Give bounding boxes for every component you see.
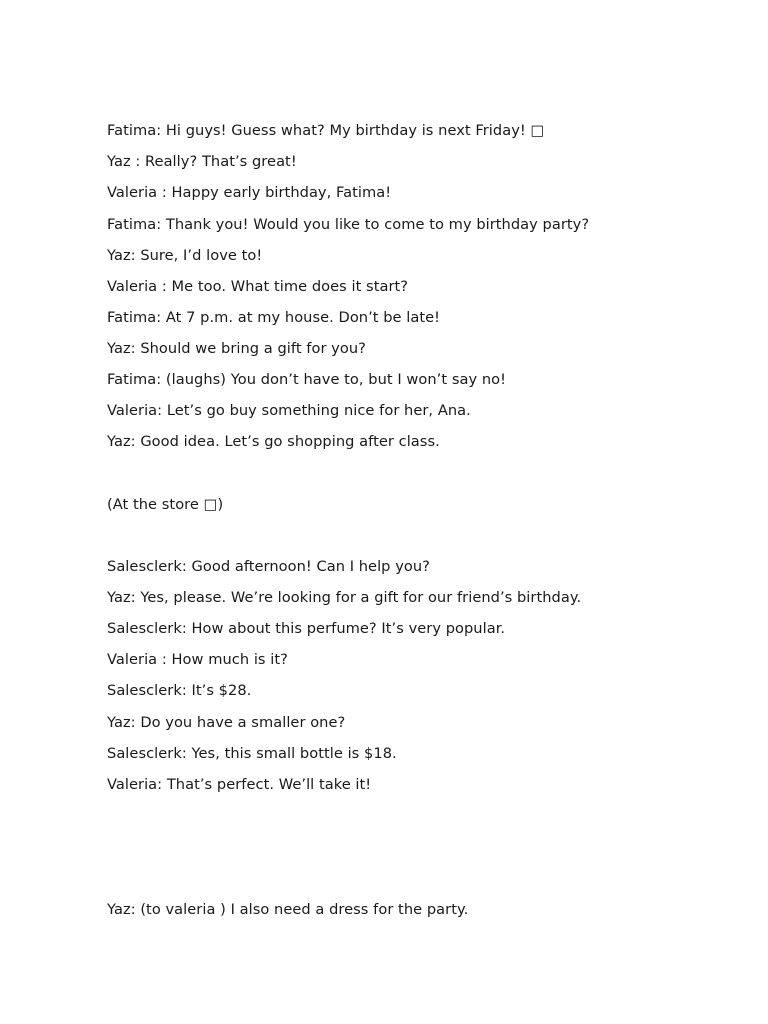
dialogue-line-fatima-invite: Fatima: Thank you! Would you like to come to my birthday party?: [107, 216, 590, 233]
dialogue-line-yaz-idea: Yaz: Good idea. Let’s go shopping after class.: [107, 433, 440, 450]
scene-direction-store: (At the store □): [107, 496, 224, 513]
dialogue-line-salesclerk-perfume: Salesclerk: How about this perfume? It’s very popular.: [107, 620, 506, 637]
dialogue-line-yaz-sure: Yaz: Sure, I’d love to!: [107, 247, 263, 264]
dialogue-line-fatima-laughs: Fatima: (laughs) You don’t have to, but I won’t say no!: [107, 371, 507, 388]
dialogue-line-valeria-price: Valeria : How much is it?: [107, 651, 288, 668]
dialogue-line-valeria-time: Valeria : Me too. What time does it start?: [107, 278, 409, 295]
dialogue-line-salesclerk-greeting: Salesclerk: Good afternoon! Can I help you?: [107, 558, 430, 575]
dialogue-line-valeria-buy: Valeria: Let’s go buy something nice for her, Ana.: [107, 402, 471, 419]
dialogue-line-yaz-dress: Yaz: (to valeria ) I also need a dress for the party.: [107, 901, 469, 918]
dialogue-line-salesclerk-price: Salesclerk: It’s $28.: [107, 682, 252, 699]
dialogue-line-yaz-smaller: Yaz: Do you have a smaller one?: [107, 714, 346, 731]
dialogue-line-valeria-perfect: Valeria: That’s perfect. We’ll take it!: [107, 776, 372, 793]
dialogue-line-yaz-looking: Yaz: Yes, please. We’re looking for a gift for our friend’s birthday.: [107, 589, 582, 606]
dialogue-line-valeria-happy: Valeria : Happy early birthday, Fatima!: [107, 184, 392, 201]
dialogue-line-yaz-really: Yaz : Really? That’s great!: [107, 153, 297, 170]
dialogue-line-fatima-birthday: Fatima: Hi guys! Guess what? My birthday is next Friday! □: [107, 122, 545, 139]
dialogue-line-fatima-time: Fatima: At 7 p.m. at my house. Don’t be late!: [107, 309, 441, 326]
dialogue-line-salesclerk-small: Salesclerk: Yes, this small bottle is $18.: [107, 745, 397, 762]
dialogue-line-yaz-gift: Yaz: Should we bring a gift for you?: [107, 340, 366, 357]
